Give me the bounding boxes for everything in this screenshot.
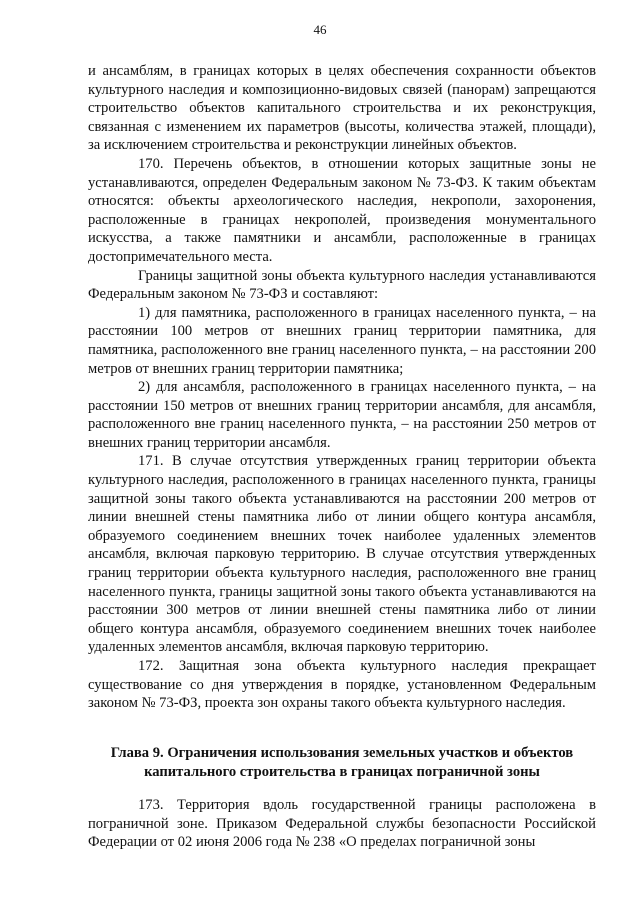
- paragraph-172: 172. Защитная зона объекта культурного наследия прекращает существование со дня утверждения в порядке, установленном Федеральным законом № 73-ФЗ, проекта зон охраны такого объекта культурного наследия.: [88, 658, 596, 712]
- list-item-1: 1) для памятника, расположенного в границах населенного пункта, – на расстоянии 100 метров от внешних границ территории памятника, для памятника, расположенного вне границ населенного пункта, – на расстоянии 200 метров от внешних границ территории памятника;: [88, 304, 596, 377]
- chapter-title: Глава 9. Ограничения использования земельных участков и объектов капитального строительства в границах пограничной зоны: [110, 745, 574, 780]
- body-text: [88, 62, 596, 713]
- list-item-2: 2) для ансамбля, расположенного в границах населенного пункта, – на расстоянии 150 метров от внешних границ территории ансамбля, для ансамбля, расположенного вне границ населенного пункта, – на расстоянии 250 метров от внешних границ территории ансамбля.: [88, 379, 596, 451]
- paragraph-continuation: и ансамблям, в границах которых в целях обеспечения сохранности объектов культурного наследия и композиционно-видовых связей (панорам) запрещаются строительство объектов капитального строительства и их реконструкция, связанная с изменением их параметров (высоты, количества этажей, площади), за исключением строительства и реконструкции линейных объектов.: [88, 63, 596, 154]
- paragraph-boundaries: Границы защитной зоны объекта культурного наследия устанавливаются Федеральным законом № 73-ФЗ и составляют:: [88, 267, 596, 303]
- paragraph-170: 170. Перечень объектов, в отношении которых защитные зоны не устанавливаются, определен Федеральным законом № 73-ФЗ. К таким объектам относятся: объекты археологического наследия, некрополи, захоронения, расположенные в границах некрополей, произведения монументального искусства, а также памятники и ансамбли, расположенные в границах достопримечательного места.: [88, 155, 596, 265]
- paragraph-173: 173. Территория вдоль государственной границы расположена в пограничной зоне. Приказом Федеральной службы безопасности Российской Федерации от 02 июня 2006 года № 238 «О пределах пограничной зоны: [88, 797, 596, 851]
- page-number: 46: [313, 22, 327, 37]
- paragraph-171: 171. В случае отсутствия утвержденных границ территории объекта культурного наследия, расположенного в границах населенного пункта, границы защитной зоны такого объекта устанавливаются на расстоянии 200 метров от линии внешней стены памятника либо от линии общего контура ансамбля, образуемого соединением внешних точек наиболее удаленных элементов ансамбля, включая парковую территорию. В случае отсутствия утвержденных границ территории объекта культурного наследия, расположенного вне границ населенного пункта, границы защитной зоны такого объекта устанавливаются на расстоянии 300 метров от линии внешней стены памятника либо от линии общего контура ансамбля, образуемого соединением внешних точек наиболее удаленных элементов ансамбля, включая парковую территорию.: [88, 453, 596, 656]
- body-text-continued: [88, 796, 596, 852]
